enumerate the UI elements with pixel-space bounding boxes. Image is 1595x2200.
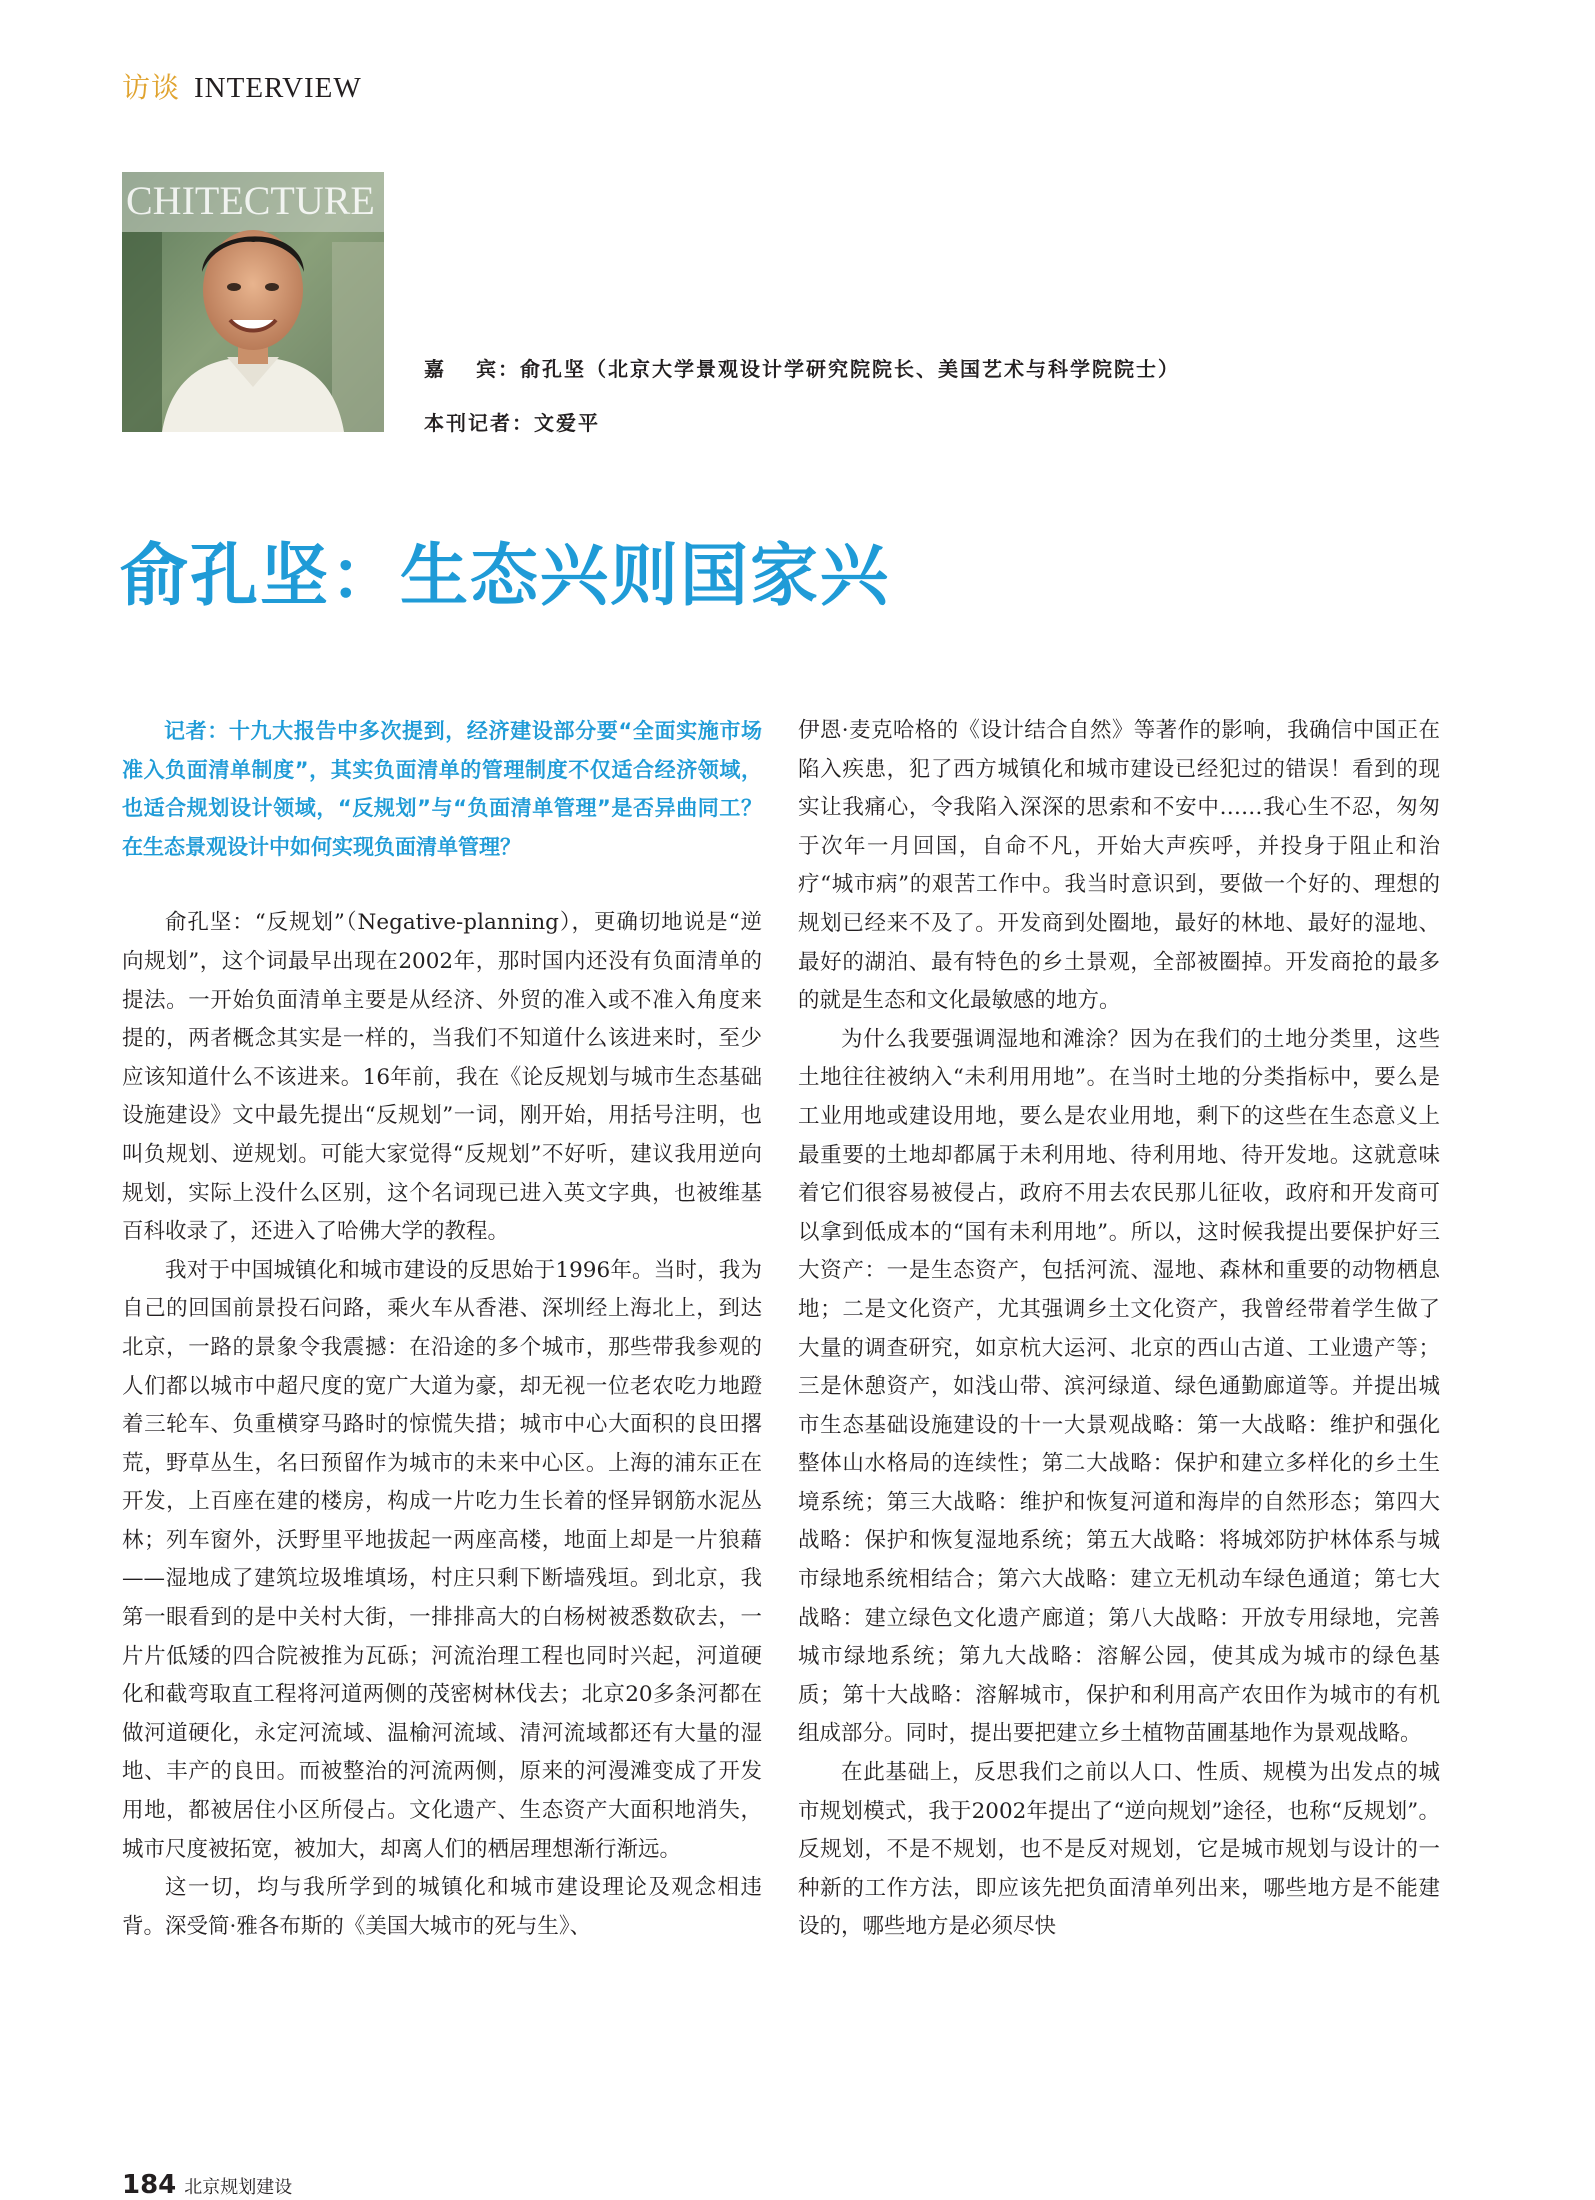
answer-paragraph-3: 这一切，均与我所学到的城镇化和城市建设理论及观念相违背。深受简·雅各布斯的《美国大城市的死与生》、 (122, 1875, 762, 1939)
guest-credit (424, 353, 1180, 382)
section-label (122, 66, 362, 106)
portrait-photo-icon (122, 172, 384, 432)
reporter-value: 文爱平 (534, 411, 600, 435)
right-column (798, 712, 1440, 1947)
section-label-en: INTERVIEW (194, 72, 362, 104)
question-paragraph: 记者：十九大报告中多次提到，经济建设部分要“全面实施市场准入负面清单制度”，其实负面清单的管理制度不仅适合经济领域，也适合规划设计领域，“反规划”与“负面清单管理”是否异曲同工？在生态景观设计中如何实现负面清单管理？ (122, 719, 762, 859)
page-footer (122, 2170, 292, 2200)
answer-paragraph-1: 俞孔坚：“反规划”（Negative-planning），更确切地说是“逆向规划”，这个词最早出现在2002年，那时国内还没有负面清单的提法。一开始负面清单主要是从经济、外贸的准入或不准入角度来提的，两者概念其实是一样的，当我们不知道什么该进来时，至少应该知道什么不该进来。16年前，我在《论反规划与城市生态基础设施建设》文中最先提出“反规划”一词，刚开始，用括号注明，也叫负规划、逆规划。可能大家觉得“反规划”不好听，建议我用逆向规划，实际上没什么区别，这个名词现已进入英文字典，也被维基百科收录了，还进入了哈佛大学的教程。 (122, 910, 762, 1245)
reporter-label: 本刊记者： (424, 411, 534, 435)
answer-paragraph-2: 我对于中国城镇化和城市建设的反思始于1996年。当时，我为自己的回国前景投石问路，乘火车从香港、深圳经上海北上，到达北京，一路的景象令我震撼：在沿途的多个城市，那些带我参观的人们都以城市中超尺度的宽广大道为豪，却无视一位老农吃力地蹬着三轮车、负重横穿马路时的惊慌失措；城市中心大面积的良田撂荒，野草丛生，名曰预留作为城市的未来中心区。上海的浦东正在开发，上百座在建的楼房，构成一片吃力生长着的怪异钢筋水泥丛林；列车窗外，沃野里平地拔起一两座高楼，地面上却是一片狼藉——湿地成了建筑垃圾堆填场，村庄只剩下断墙残垣。到北京，我第一眼看到的是中关村大街，一排排高大的白杨树被悉数砍去，一片片低矮的四合院被推为瓦砾；河流治理工程也同时兴起，河道硬化和截弯取直工程将河道两侧的茂密树林伐去；北京20多条河都在做河道硬化，永定河流域、温榆河流域、清河流域都还有大量的湿地、丰产的良田。而被整治的河流两侧，原来的河漫滩变成了开发用地，都被居住小区所侵占。文化遗产、生态资产大面积地消失，城市尺度被拓宽，被加大，却离人们的栖居理想渐行渐远。 (122, 1257, 762, 1862)
answer-paragraph-4: 为什么我要强调湿地和滩涂？因为在我们的土地分类里，这些土地往往被纳入“未利用用地”。在当时土地的分类指标中，要么是工业用地或建设用地，要么是农业用地，剩下的这些在生态意义上最重要的土地却都属于未利用地、待利用地、待开发地。这就意味着它们很容易被侵占，政府不用去农民那儿征收，政府和开发商可以拿到低成本的“国有未利用地”。所以，这时候我提出要保护好三大资产：一是生态资产，包括河流、湿地、森林和重要的动物栖息地；二是文化资产，尤其强调乡土文化资产，我曾经带着学生做了大量的调查研究，如京杭大运河、北京的西山古道、工业遗产等；三是休憩资产，如浅山带、滨河绿道、绿色通勤廊道等。并提出城市生态基础设施建设的十一大景观战略：第一大战略：维护和强化整体山水格局的连续性；第二大战略：保护和建立多样化的乡土生境系统；第三大战略：维护和恢复河道和海岸的自然形态；第四大战略：保护和恢复湿地系统；第五大战略：将城郊防护林体系与城市绿地系统相结合；第六大战略：建立无机动车绿色通道；第七大战略：建立绿色文化遗产廊道；第八大战略：开放专用绿地，完善城市绿地系统；第九大战略：溶解公园，使其成为城市的绿色基质；第十大战略：溶解城市，保护和利用高产农田作为城市的有机组成部分。同时，提出要把建立乡土植物苗圃基地作为景观战略。 (798, 1026, 1440, 1747)
section-label-cn: 访谈 (122, 71, 181, 104)
photo-masthead: CHITECTURE (126, 178, 375, 223)
answer-paragraph-3-continued: 伊恩·麦克哈格的《设计结合自然》等著作的影响，我确信中国正在陷入疾患，犯了西方城镇化和城市建设已经犯过的错误！看到的现实让我痛心，令我陷入深深的思索和不安中……我心生不忍，匆匆于次年一月回国，自命不凡，开始大声疾呼，并投身于阻止和治疗“城市病”的艰苦工作中。我当时意识到，要做一个好的、理想的规划已经来不及了。开发商到处圈地，最好的林地、最好的湿地、最好的湖泊、最有特色的乡土景观，全部被圈掉。开发商抢的最多的就是生态和文化最敏感的地方。 (798, 718, 1440, 1014)
guest-value: 俞孔坚（北京大学景观设计学研究院院长、美国艺术与科学院院士） (520, 357, 1180, 381)
article-title: 俞孔坚：生态兴则国家兴 (120, 537, 891, 616)
guest-photo (122, 172, 384, 432)
publication-name: 北京规划建设 (184, 2177, 293, 2198)
answer-paragraph-5: 在此基础上，反思我们之前以人口、性质、规模为出发点的城市规划模式，我于2002年提出了“逆向规划”途径，也称“反规划”。反规划，不是不规划，也不是反对规划，它是城市规划与设计的一种新的工作方法，即应该先把负面清单列出来，哪些地方是不能建设的，哪些地方是必须尽快 (798, 1760, 1440, 1940)
reporter-credit (424, 407, 600, 436)
page-number: 184 (122, 2170, 177, 2200)
guest-label-1: 嘉 (424, 357, 446, 381)
left-column (122, 712, 762, 1946)
guest-label-2: 宾： (476, 357, 520, 381)
